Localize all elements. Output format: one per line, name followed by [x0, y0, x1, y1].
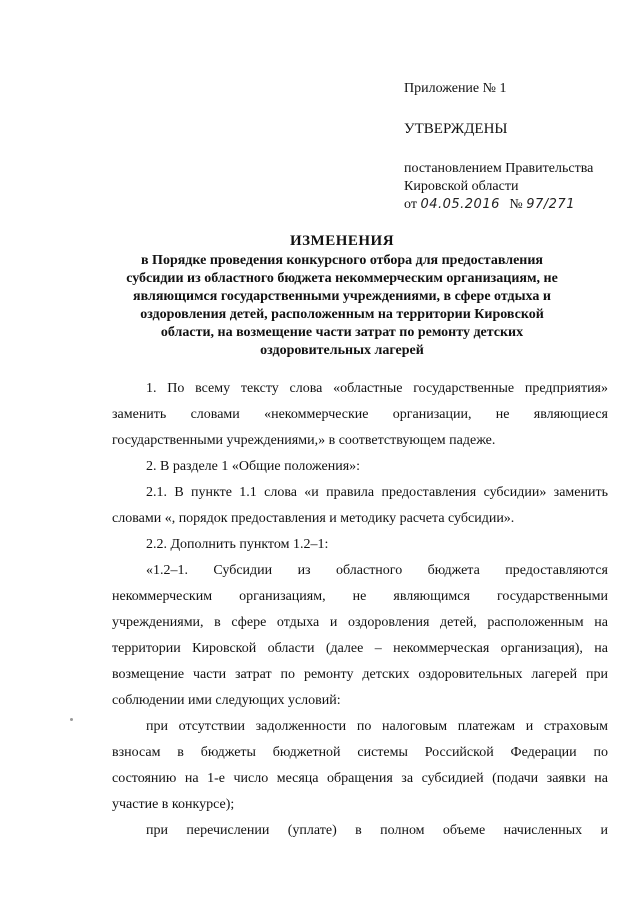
- body-line: некоммерческим организациям, не являющимся государственными: [112, 589, 608, 604]
- heading-line: являющимся государственными учреждениями, в сфере отдыха и: [133, 289, 551, 304]
- body-line: заменить словами «некоммерческие организации, не являющиеся: [112, 407, 608, 422]
- scan-mark: [70, 718, 73, 721]
- body-line: при перечислении (уплате) в полном объеме начисленных и: [146, 823, 608, 838]
- heading-line: области, на возмещение части затрат по ремонту детских: [160, 325, 524, 340]
- heading-line: оздоровительных лагерей: [260, 343, 424, 358]
- body-line: 2.2. Дополнить пунктом 1.2–1:: [146, 537, 329, 552]
- body-line: состоянию на 1-е число месяца обращения за субсидией (подачи заявки на: [112, 771, 608, 786]
- heading-line: субсидии из областного бюджета некоммерческим организациям, не: [126, 271, 558, 286]
- decree-date-number: [404, 196, 632, 214]
- body-line: соблюдении ими следующих условий:: [112, 693, 341, 708]
- handwritten-date: 04.05.2016: [420, 197, 500, 212]
- handwritten-number: 97/271: [526, 197, 575, 212]
- approved-label: УТВЕРЖДЕНЫ: [404, 121, 508, 137]
- date-prefix: от: [404, 197, 417, 212]
- document-heading: [112, 232, 572, 360]
- body-line: взносам в бюджеты бюджетной системы Российской Федерации по: [112, 745, 608, 760]
- approval-block: [404, 80, 632, 214]
- body-line: словами «, порядок предоставления и методику расчета субсидии».: [112, 511, 515, 526]
- body-line: государственными учреждениями,» в соответствующем падеже.: [112, 433, 496, 448]
- decree-line-1: постановлением Правительства: [404, 161, 594, 176]
- document-body: [112, 378, 608, 846]
- body-line: «1.2–1. Субсидии из областного бюджета предоставляются: [146, 563, 608, 578]
- heading-line: оздоровления детей, расположенным на территории Кировской: [140, 307, 544, 322]
- body-line: территории Кировской области (далее – некоммерческая организация), на: [112, 641, 608, 656]
- body-line: 2.1. В пункте 1.1 слова «и правила предоставления субсидии» заменить: [146, 485, 608, 500]
- body-line: участие в конкурсе);: [112, 797, 235, 812]
- body-line: 1. По всему тексту слова «областные государственные предприятия»: [146, 381, 608, 396]
- body-line: возмещение части затрат по ремонту детских оздоровительных лагерей при: [112, 667, 608, 682]
- annex-label: Приложение № 1: [404, 81, 507, 96]
- heading-line: в Порядке проведения конкурсного отбора для предоставления: [141, 253, 543, 268]
- number-sign: №: [509, 197, 523, 212]
- decree-reference: [404, 160, 632, 214]
- body-line: 2. В разделе 1 «Общие положения»:: [146, 459, 361, 474]
- body-line: учреждениями, в сфере отдыха и оздоровления детей, расположенным на: [112, 615, 608, 630]
- heading-title: ИЗМЕНЕНИЯ: [289, 233, 395, 249]
- decree-line-2: Кировской области: [404, 179, 519, 194]
- body-line: при отсутствии задолженности по налоговым платежам и страховым: [146, 719, 608, 734]
